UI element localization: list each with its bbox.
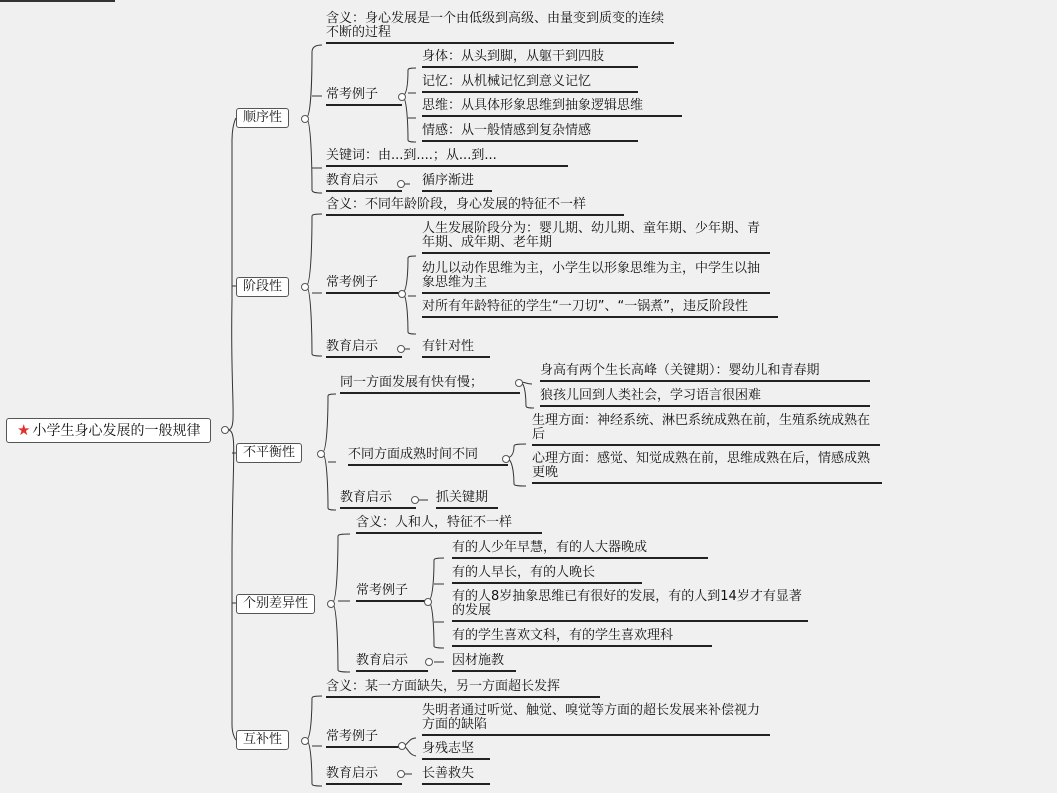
individual-edu: 因材施教 [452, 654, 516, 672]
branch-complement-dot[interactable] [301, 737, 309, 745]
stage-example: 幼儿以动作思维为主，小学生以形象思维为主，中学生以抽象思维为主 [422, 262, 770, 294]
imbalance-sub2-item: 心理方面：感觉、知觉成熟在前，思维成熟在后，情感成熟更晚 [532, 452, 882, 484]
complement-examples-label: 常考例子 [326, 730, 402, 748]
sequence-meaning: 含义：身心发展是一个由低级到高级、由量变到质变的连续不断的过程 [326, 12, 674, 44]
star-icon: ★ [17, 421, 31, 439]
branch-imbalance[interactable]: 不平衡性 [236, 443, 302, 463]
imbalance-sub2: 不同方面成熟时间不同 [348, 448, 508, 466]
imbalance-sub1-item: 狼孩儿回到人类社会，学习语言很困难 [540, 389, 870, 407]
sequence-keyword: 关键词：由...到....；从...到... [326, 149, 568, 167]
root-collapse-dot[interactable] [221, 426, 229, 434]
sequence-example: 思维：从具体形象思维到抽象逻辑思维 [422, 99, 682, 117]
individual-example: 有的人8岁抽象思维已有很好的发展，有的人到14岁才有显著的发展 [452, 590, 808, 622]
complement-example: 失明者通过听觉、触觉、嗅觉等方面的超长发展来补偿视力方面的缺陷 [422, 704, 770, 736]
sequence-edu-dot[interactable] [397, 180, 405, 188]
imbalance-sub2-dot[interactable] [502, 455, 510, 463]
stage-edu: 有针对性 [422, 340, 490, 358]
sequence-example: 情感：从一般情感到复杂情感 [422, 124, 638, 142]
complement-edu-dot[interactable] [397, 770, 405, 778]
top-bar [0, 0, 115, 2]
branch-stage[interactable]: 阶段性 [236, 277, 289, 297]
imbalance-sub1: 同一方面发展有快有慢； [340, 376, 520, 394]
individual-example: 有的学生喜欢文科，有的学生喜欢理科 [452, 629, 712, 647]
individual-edu-dot[interactable] [425, 658, 433, 666]
individual-example: 有的人少年早慧，有的人大器晚成 [452, 541, 708, 559]
stage-examples-label: 常考例子 [326, 276, 402, 294]
sequence-example: 身体：从头到脚，从躯干到四肢 [422, 50, 638, 68]
sequence-examples-label: 常考例子 [326, 88, 402, 106]
branch-complement[interactable]: 互补性 [236, 730, 289, 750]
stage-example: 人生发展阶段分为：婴儿期、幼儿期、童年期、少年期、青年期、成年期、老年期 [422, 222, 770, 254]
root-label: 小学生身心发展的一般规律 [32, 423, 201, 439]
sequence-edu: 循序渐进 [422, 174, 492, 192]
root-node[interactable] [6, 418, 211, 443]
branch-sequence-dot[interactable] [301, 115, 309, 123]
sequence-example: 记忆：从机械记忆到意义记忆 [422, 75, 638, 93]
complement-meaning: 含义：某一方面缺失，另一方面超长发挥 [326, 680, 600, 698]
stage-examples-dot[interactable] [398, 290, 406, 298]
branch-stage-dot[interactable] [301, 283, 309, 291]
stage-example: 对所有年龄特征的学生“一刀切”、“一锅煮”，违反阶段性 [422, 300, 778, 318]
imbalance-sub2-item: 生理方面：神经系统、淋巴系统成熟在前，生殖系统成熟在后 [532, 414, 880, 446]
individual-examples-label: 常考例子 [356, 584, 428, 602]
branch-sequence[interactable]: 顺序性 [236, 108, 289, 128]
complement-edu-label: 教育启示 [326, 767, 402, 785]
imbalance-edu-dot[interactable] [411, 496, 419, 504]
branch-individual[interactable]: 个别差异性 [236, 594, 315, 614]
complement-example: 身残志坚 [422, 742, 490, 760]
stage-meaning: 含义：不同年龄阶段，身心发展的特征不一样 [326, 198, 624, 216]
branch-individual-dot[interactable] [327, 600, 335, 608]
individual-example: 有的人早长，有的人晚长 [452, 566, 642, 584]
stage-edu-label: 教育启示 [326, 340, 402, 358]
imbalance-sub1-item: 身高有两个生长高峰（关键期）：婴幼儿和青春期 [540, 364, 870, 382]
sequence-edu-label: 教育启示 [326, 174, 402, 192]
complement-edu: 长善救失 [422, 767, 490, 785]
individual-edu-label: 教育启示 [356, 654, 428, 672]
branch-imbalance-dot[interactable] [317, 450, 325, 458]
complement-examples-dot[interactable] [398, 742, 406, 750]
individual-examples-dot[interactable] [424, 598, 432, 606]
individual-meaning: 含义：人和人，特征不一样 [356, 516, 542, 534]
imbalance-edu: 抓关键期 [436, 491, 498, 509]
imbalance-sub1-dot[interactable] [515, 379, 523, 387]
stage-edu-dot[interactable] [397, 345, 405, 353]
imbalance-edu-label: 教育启示 [340, 491, 416, 509]
sequence-examples-dot[interactable] [398, 93, 406, 101]
